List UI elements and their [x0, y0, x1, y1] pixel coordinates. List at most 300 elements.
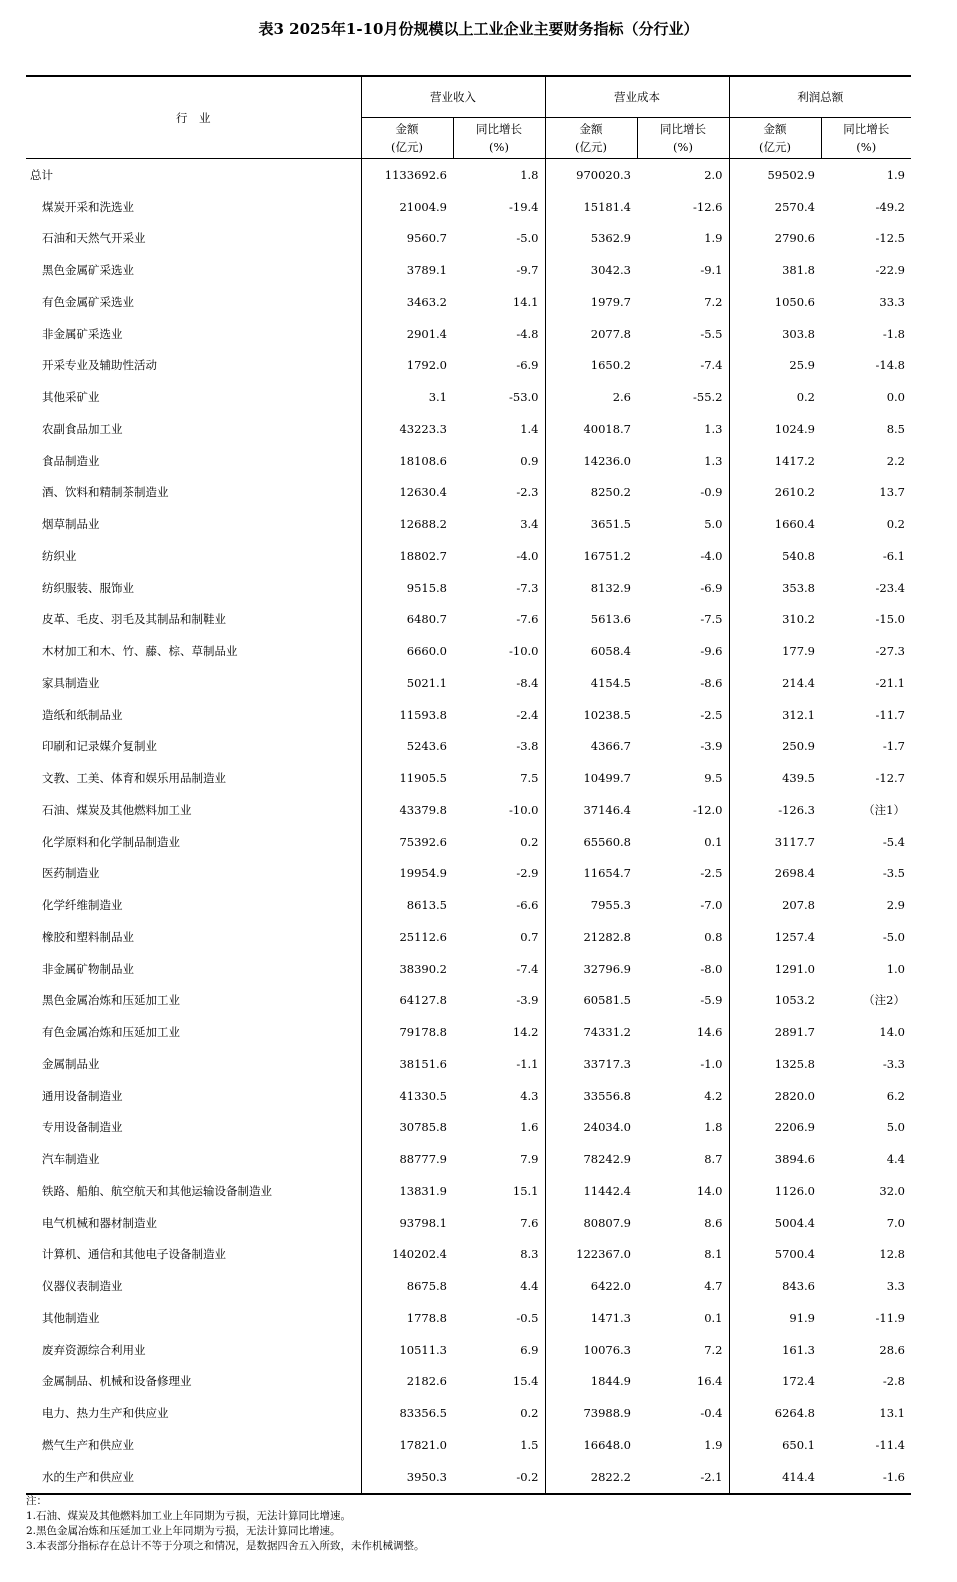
table-row: [26, 826, 911, 858]
table-row: [26, 1207, 911, 1239]
growth-subheader: [637, 118, 729, 159]
table-body: [26, 159, 911, 1494]
value-cell: 7.5: [520, 771, 539, 786]
value-cell: 4.2: [704, 1088, 723, 1103]
value-cell: 14.6: [696, 1025, 723, 1040]
table-row: [26, 1334, 911, 1366]
value-cell: 0.8: [704, 929, 723, 944]
table-row: [26, 858, 911, 890]
value-cell: 7.6: [520, 1215, 539, 1230]
value-cell: 24034.0: [545, 1112, 637, 1144]
value-cell: （注2）: [863, 993, 905, 1008]
industry-cell: 纺织服装、服饰业: [42, 580, 134, 595]
value-cell: 21004.9: [361, 191, 453, 223]
industry-cell: 通用设备制造业: [42, 1088, 123, 1103]
value-cell: -0.9: [700, 485, 723, 500]
value-cell: 1126.0: [729, 1175, 821, 1207]
value-cell: -0.5: [516, 1310, 539, 1325]
value-cell: 4.3: [520, 1088, 539, 1103]
value-cell: 37146.4: [545, 794, 637, 826]
value-cell: 17821.0: [361, 1429, 453, 1461]
value-cell: 2610.2: [729, 477, 821, 509]
value-cell: 0.1: [704, 1310, 723, 1325]
value-cell: -22.9: [875, 263, 905, 278]
value-cell: 7.9: [520, 1152, 539, 1167]
table-row: [26, 762, 911, 794]
value-cell: 6660.0: [361, 635, 453, 667]
subheader-unit: (亿元): [575, 140, 607, 154]
value-cell: 21282.8: [545, 921, 637, 953]
table-row: [26, 921, 911, 953]
value-cell: 4154.5: [545, 667, 637, 699]
value-cell: 15181.4: [545, 191, 637, 223]
industry-cell: 化学纤维制造业: [42, 898, 123, 913]
value-cell: 7.2: [704, 294, 723, 309]
subheader-unit: (%): [489, 140, 509, 154]
value-cell: -7.4: [516, 961, 539, 976]
value-cell: 6480.7: [361, 604, 453, 636]
table-row: [26, 1270, 911, 1302]
table-row: [26, 350, 911, 382]
value-cell: 303.8: [729, 318, 821, 350]
value-cell: 4366.7: [545, 731, 637, 763]
value-cell: 5613.6: [545, 604, 637, 636]
industry-cell: 皮革、毛皮、羽毛及其制品和制鞋业: [42, 612, 226, 627]
value-cell: 18802.7: [361, 540, 453, 572]
value-cell: -5.4: [882, 834, 905, 849]
notes-label: 注：: [26, 1495, 47, 1507]
table-row: [26, 604, 911, 636]
value-cell: 10511.3: [361, 1334, 453, 1366]
value-cell: -2.3: [516, 485, 539, 500]
value-cell: 2901.4: [361, 318, 453, 350]
value-cell: -12.5: [875, 231, 905, 246]
value-cell: 2570.4: [729, 191, 821, 223]
value-cell: 11905.5: [361, 762, 453, 794]
value-cell: 79178.8: [361, 1016, 453, 1048]
value-cell: 8.3: [520, 1247, 539, 1262]
table-row: [26, 381, 911, 413]
value-cell: 38151.6: [361, 1048, 453, 1080]
growth-subheader: [453, 118, 545, 159]
value-cell: 30785.8: [361, 1112, 453, 1144]
industry-cell: 木材加工和木、竹、藤、棕、草制品业: [42, 644, 238, 659]
value-cell: 1024.9: [729, 413, 821, 445]
industry-cell: 烟草制品业: [42, 517, 100, 532]
value-cell: 172.4: [729, 1366, 821, 1398]
industry-cell: 医药制造业: [42, 866, 100, 881]
value-cell: 1660.4: [729, 508, 821, 540]
value-cell: -8.0: [700, 961, 723, 976]
table-row: [26, 413, 911, 445]
value-cell: 13.7: [879, 485, 905, 500]
value-cell: 1.4: [520, 421, 539, 436]
value-cell: 250.9: [729, 731, 821, 763]
notes: [26, 1494, 425, 1554]
value-cell: 1.3: [704, 453, 723, 468]
value-cell: -10.0: [509, 802, 539, 817]
value-cell: 1778.8: [361, 1302, 453, 1334]
value-cell: 0.2: [520, 1406, 539, 1421]
value-cell: -15.0: [875, 612, 905, 627]
value-cell: 843.6: [729, 1270, 821, 1302]
value-cell: 8132.9: [545, 572, 637, 604]
value-cell: 353.8: [729, 572, 821, 604]
industry-cell: 非金属矿采选业: [42, 326, 123, 341]
table-row: [26, 1366, 911, 1398]
value-cell: 43223.3: [361, 413, 453, 445]
industry-cell: 造纸和纸制品业: [42, 707, 123, 722]
value-cell: 9560.7: [361, 223, 453, 255]
value-cell: 6264.8: [729, 1397, 821, 1429]
value-cell: 207.8: [729, 889, 821, 921]
value-cell: 6.2: [886, 1088, 905, 1103]
industry-cell: 橡胶和塑料制品业: [42, 929, 134, 944]
value-cell: -7.4: [700, 358, 723, 373]
value-cell: 3.3: [886, 1279, 905, 1294]
table-row: [26, 191, 911, 223]
value-cell: 3894.6: [729, 1143, 821, 1175]
value-cell: 4.4: [886, 1152, 905, 1167]
industry-cell: 黑色金属冶炼和压延加工业: [42, 993, 180, 1008]
industry-cell: 金属制品、机械和设备修理业: [42, 1374, 192, 1389]
value-cell: 381.8: [729, 254, 821, 286]
value-cell: 5021.1: [361, 667, 453, 699]
value-cell: 0.1: [704, 834, 723, 849]
value-cell: -6.6: [516, 898, 539, 913]
value-cell: -2.5: [700, 866, 723, 881]
value-cell: 4.4: [520, 1279, 539, 1294]
value-cell: -8.4: [516, 675, 539, 690]
value-cell: 3.1: [361, 381, 453, 413]
note-1: 1.石油、煤炭及其他燃料加工业上年同期为亏损，无法计算同比增速。: [26, 1510, 352, 1522]
industry-cell: 食品制造业: [42, 453, 100, 468]
value-cell: 5243.6: [361, 731, 453, 763]
value-cell: -1.7: [882, 739, 905, 754]
value-cell: 16648.0: [545, 1429, 637, 1461]
value-cell: 312.1: [729, 699, 821, 731]
value-cell: -3.5: [882, 866, 905, 881]
value-cell: 1133692.6: [361, 159, 453, 191]
industry-cell: 燃气生产和供应业: [42, 1437, 134, 1452]
value-cell: -19.4: [509, 199, 539, 214]
table-row: [26, 1016, 911, 1048]
value-cell: 10499.7: [545, 762, 637, 794]
industry-cell: 计算机、通信和其他电子设备制造业: [42, 1247, 226, 1262]
value-cell: -6.9: [700, 580, 723, 595]
table-title: 表3 2025年1-10月份规模以上工业企业主要财务指标（分行业）: [258, 20, 699, 38]
value-cell: 0.2: [886, 517, 905, 532]
value-cell: 1844.9: [545, 1366, 637, 1398]
industry-cell: 其他采矿业: [42, 390, 100, 405]
value-cell: 14236.0: [545, 445, 637, 477]
subheader-label: 金额: [395, 122, 419, 136]
value-cell: 0.2: [520, 834, 539, 849]
value-cell: 177.9: [729, 635, 821, 667]
value-cell: 1.9: [704, 1437, 723, 1452]
value-cell: 214.4: [729, 667, 821, 699]
value-cell: -9.1: [700, 263, 723, 278]
industry-cell: 铁路、船舶、航空航天和其他运输设备制造业: [42, 1183, 272, 1198]
industry-cell: 金属制品业: [42, 1056, 100, 1071]
value-cell: 5.0: [886, 1120, 905, 1135]
value-cell: 2.0: [704, 167, 723, 182]
table-row: [26, 1429, 911, 1461]
industry-cell: 仪器仪表制造业: [42, 1279, 123, 1294]
value-cell: -5.5: [700, 326, 723, 341]
value-cell: 9515.8: [361, 572, 453, 604]
industry-cell: 文教、工美、体育和娱乐用品制造业: [42, 771, 226, 786]
industry-cell: 黑色金属矿采选业: [42, 263, 134, 278]
value-cell: 6422.0: [545, 1270, 637, 1302]
value-cell: 33556.8: [545, 1080, 637, 1112]
table-row: [26, 794, 911, 826]
value-cell: 439.5: [729, 762, 821, 794]
value-cell: 0.7: [520, 929, 539, 944]
value-cell: -2.4: [516, 707, 539, 722]
table-row: [26, 223, 911, 255]
industry-cell: 印刷和记录媒介复制业: [42, 739, 157, 754]
value-cell: 13831.9: [361, 1175, 453, 1207]
value-cell: -14.8: [875, 358, 905, 373]
table-row: [26, 731, 911, 763]
value-cell: 25112.6: [361, 921, 453, 953]
table-row: [26, 318, 911, 350]
table-row: [26, 635, 911, 667]
value-cell: -7.0: [700, 898, 723, 913]
industry-cell: 汽车制造业: [42, 1152, 100, 1167]
value-cell: 64127.8: [361, 985, 453, 1017]
subheader-unit: (亿元): [391, 140, 423, 154]
industry-cell: 化学原料和化学制品制造业: [42, 834, 180, 849]
table-row: [26, 1080, 911, 1112]
value-cell: -12.6: [693, 199, 723, 214]
value-cell: 6058.4: [545, 635, 637, 667]
value-cell: 73988.9: [545, 1397, 637, 1429]
value-cell: 2891.7: [729, 1016, 821, 1048]
table-row: [26, 1112, 911, 1144]
value-cell: -9.6: [700, 644, 723, 659]
value-cell: 1.9: [704, 231, 723, 246]
table-row: [26, 1461, 911, 1494]
subheader-label: 金额: [763, 122, 787, 136]
value-cell: 2182.6: [361, 1366, 453, 1398]
value-cell: 10076.3: [545, 1334, 637, 1366]
value-cell: 1.9: [886, 167, 905, 182]
value-cell: -3.9: [516, 993, 539, 1008]
value-cell: 3950.3: [361, 1461, 453, 1494]
value-cell: -53.0: [509, 390, 539, 405]
value-cell: -2.1: [700, 1469, 723, 1484]
table-row: [26, 477, 911, 509]
value-cell: 0.0: [886, 390, 905, 405]
value-cell: 60581.5: [545, 985, 637, 1017]
value-cell: 0.9: [520, 453, 539, 468]
value-cell: 78242.9: [545, 1143, 637, 1175]
subheader-label: 同比增长: [476, 122, 522, 136]
subheader-unit: (%): [673, 140, 693, 154]
value-cell: 2077.8: [545, 318, 637, 350]
value-cell: 6.9: [520, 1342, 539, 1357]
value-cell: 33.3: [879, 294, 905, 309]
subheader-unit: (亿元): [759, 140, 791, 154]
value-cell: 33717.3: [545, 1048, 637, 1080]
value-cell: 11593.8: [361, 699, 453, 731]
value-cell: 16751.2: [545, 540, 637, 572]
value-cell: 41330.5: [361, 1080, 453, 1112]
industry-cell: 酒、饮料和精制茶制造业: [42, 485, 169, 500]
value-cell: 14.0: [696, 1183, 723, 1198]
revenue-header: 营业收入: [361, 76, 545, 118]
value-cell: 9.5: [704, 771, 723, 786]
value-cell: 3651.5: [545, 508, 637, 540]
value-cell: -2.8: [882, 1374, 905, 1389]
industry-cell: 有色金属冶炼和压延加工业: [42, 1025, 180, 1040]
value-cell: 59502.9: [729, 159, 821, 191]
value-cell: -3.8: [516, 739, 539, 754]
value-cell: 2206.9: [729, 1112, 821, 1144]
value-cell: 93798.1: [361, 1207, 453, 1239]
value-cell: 1291.0: [729, 953, 821, 985]
value-cell: 1050.6: [729, 286, 821, 318]
value-cell: 7955.3: [545, 889, 637, 921]
value-cell: 2790.6: [729, 223, 821, 255]
value-cell: 1417.2: [729, 445, 821, 477]
table-row: [26, 445, 911, 477]
value-cell: -1.6: [882, 1469, 905, 1484]
value-cell: -126.3: [729, 794, 821, 826]
table-row: [26, 667, 911, 699]
value-cell: 3789.1: [361, 254, 453, 286]
industry-cell: 煤炭开采和洗选业: [42, 199, 134, 214]
table-row: [26, 508, 911, 540]
value-cell: 12.8: [879, 1247, 905, 1262]
value-cell: 11442.4: [545, 1175, 637, 1207]
table-row: [26, 1397, 911, 1429]
value-cell: 1650.2: [545, 350, 637, 382]
value-cell: 2.6: [545, 381, 637, 413]
value-cell: 414.4: [729, 1461, 821, 1494]
value-cell: 2820.0: [729, 1080, 821, 1112]
value-cell: 7.2: [704, 1342, 723, 1357]
amount-subheader: [361, 118, 453, 159]
value-cell: -5.0: [516, 231, 539, 246]
value-cell: -1.8: [882, 326, 905, 341]
value-cell: -9.7: [516, 263, 539, 278]
value-cell: -12.0: [693, 802, 723, 817]
value-cell: -5.9: [700, 993, 723, 1008]
industry-cell: 专用设备制造业: [42, 1120, 123, 1135]
profit-header: 利润总额: [729, 76, 911, 118]
value-cell: 32796.9: [545, 953, 637, 985]
industry-header: 行 业: [26, 76, 361, 159]
table-row: [26, 1302, 911, 1334]
value-cell: 5362.9: [545, 223, 637, 255]
value-cell: 8250.2: [545, 477, 637, 509]
value-cell: -4.0: [700, 548, 723, 563]
value-cell: 12630.4: [361, 477, 453, 509]
value-cell: -6.9: [516, 358, 539, 373]
value-cell: -49.2: [875, 199, 905, 214]
value-cell: 3.4: [520, 517, 539, 532]
subheader-unit: (%): [856, 140, 877, 154]
value-cell: 14.0: [879, 1025, 905, 1040]
industry-cell: 水的生产和供应业: [42, 1469, 134, 1484]
value-cell: 122367.0: [545, 1239, 637, 1271]
industry-cell: 废弃资源综合利用业: [42, 1342, 146, 1357]
value-cell: 1.3: [704, 421, 723, 436]
value-cell: 1257.4: [729, 921, 821, 953]
amount-subheader: [729, 118, 821, 159]
value-cell: 8.5: [886, 421, 905, 436]
value-cell: 5.0: [704, 517, 723, 532]
table-row: [26, 1143, 911, 1175]
table-row: [26, 159, 911, 191]
industry-cell: 电气机械和器材制造业: [42, 1215, 157, 1230]
value-cell: 2822.2: [545, 1461, 637, 1494]
industry-cell: 农副食品加工业: [42, 421, 123, 436]
value-cell: -7.5: [700, 612, 723, 627]
value-cell: 1325.8: [729, 1048, 821, 1080]
value-cell: -1.0: [700, 1056, 723, 1071]
value-cell: 15.1: [512, 1183, 539, 1198]
value-cell: 28.6: [879, 1342, 905, 1357]
value-cell: 540.8: [729, 540, 821, 572]
value-cell: 310.2: [729, 604, 821, 636]
value-cell: 970020.3: [545, 159, 637, 191]
value-cell: 8675.8: [361, 1270, 453, 1302]
value-cell: 8.6: [704, 1215, 723, 1230]
value-cell: 7.0: [886, 1215, 905, 1230]
value-cell: 2698.4: [729, 858, 821, 890]
table-row: [26, 985, 911, 1017]
table-row: [26, 953, 911, 985]
value-cell: 10238.5: [545, 699, 637, 731]
value-cell: -8.6: [700, 675, 723, 690]
table-row: [26, 254, 911, 286]
value-cell: 40018.7: [545, 413, 637, 445]
value-cell: 88777.9: [361, 1143, 453, 1175]
value-cell: 140202.4: [361, 1239, 453, 1271]
industry-cell: 纺织业: [42, 548, 77, 563]
value-cell: 13.1: [879, 1406, 905, 1421]
table-row: [26, 572, 911, 604]
value-cell: 8.7: [704, 1152, 723, 1167]
table-row: [26, 1048, 911, 1080]
value-cell: -11.7: [875, 707, 905, 722]
table-row: [26, 889, 911, 921]
value-cell: （注1）: [863, 802, 905, 817]
value-cell: 1053.2: [729, 985, 821, 1017]
value-cell: 25.9: [729, 350, 821, 382]
value-cell: 1.8: [520, 167, 539, 182]
value-cell: 5004.4: [729, 1207, 821, 1239]
value-cell: 11654.7: [545, 858, 637, 890]
value-cell: -3.3: [882, 1056, 905, 1071]
value-cell: -6.1: [882, 548, 905, 563]
value-cell: -11.4: [875, 1437, 905, 1452]
value-cell: -21.1: [875, 675, 905, 690]
industry-cell: 电力、热力生产和供应业: [42, 1406, 169, 1421]
value-cell: 1.8: [704, 1120, 723, 1135]
note-3: 3.本表部分指标存在总计不等于分项之和情况，是数据四舍五入所致，未作机械调整。: [26, 1540, 425, 1552]
industry-cell: 有色金属矿采选业: [42, 294, 134, 309]
value-cell: 18108.6: [361, 445, 453, 477]
value-cell: -5.0: [882, 929, 905, 944]
table-row: [26, 1175, 911, 1207]
value-cell: 74331.2: [545, 1016, 637, 1048]
industry-cell: 石油、煤炭及其他燃料加工业: [42, 802, 192, 817]
